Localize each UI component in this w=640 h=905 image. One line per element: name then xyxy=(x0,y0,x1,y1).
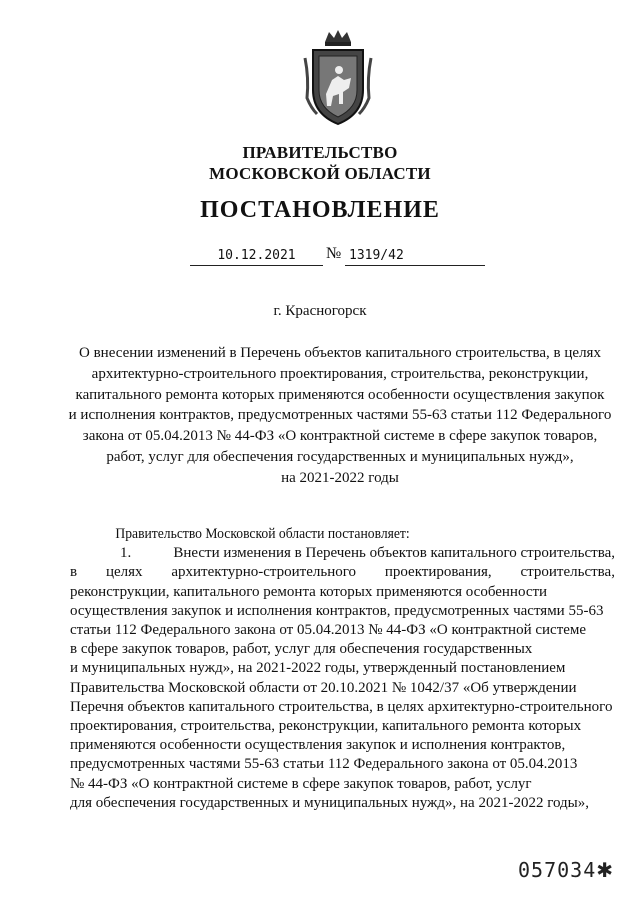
body-line: и муниципальных нужд», на 2021-2022 годы, утвержденный постановлением xyxy=(70,660,566,677)
title-line: капитального ремонта которых применяются особенности осуществления закупок xyxy=(75,386,605,403)
intro-paragraph: Правительство Московской области постановляет: xyxy=(115,526,410,542)
title-line: и исполнения контрактов, предусмотренных частями 55-63 статьи 112 Федерального xyxy=(68,407,612,424)
body-line xyxy=(70,563,615,582)
number-sign: № xyxy=(326,245,342,262)
document-meta-row xyxy=(190,247,490,269)
body-line: осуществления закупок и исполнения контрактов, предусмотренных частями 55-63 xyxy=(70,602,604,619)
serial-number xyxy=(518,858,614,882)
title-line: архитектурно-строительного проектирования, строительства, реконструкции, xyxy=(91,365,589,382)
asterisk-icon: ✱ xyxy=(596,858,615,882)
city-line: г. Красногорск xyxy=(273,303,367,319)
word: целях xyxy=(105,564,143,581)
item-number: 1. xyxy=(120,545,132,562)
title-line: закона от 05.04.2013 № 44-ФЗ «О контрактной системе в сфере закупок товаров, xyxy=(82,428,598,445)
item-1-text: Внести изменения в Перечень объектов капитального строительства, xyxy=(173,545,615,562)
document-number: 1319/42 xyxy=(345,247,485,266)
body-line: реконструкции, капитального ремонта которых применяются особенности xyxy=(70,583,548,600)
word: архитектурно-строительного xyxy=(171,564,356,581)
title-line: на 2021-2022 годы xyxy=(281,469,399,486)
word: строительства, xyxy=(520,564,615,581)
body-line: для обеспечения государственных и муниципальных нужд», на 2021-2022 годы», xyxy=(70,794,590,811)
serial-digits: 057034 xyxy=(518,858,597,882)
word: в xyxy=(70,564,78,581)
title-line: работ, услуг для обеспечения государственных и муниципальных нужд», xyxy=(106,448,574,465)
coat-of-arms-icon xyxy=(299,28,377,128)
body-line: в сфере закупок товаров, работ, услуг для обеспечения государственных xyxy=(70,641,533,658)
document-title xyxy=(60,343,620,489)
title-line: О внесении изменений в Перечень объектов капитального строительства, в целях xyxy=(79,345,601,361)
body-line: проектирования, строительства, реконструкции, капитального ремонта которых xyxy=(70,718,582,735)
body-line: статьи 112 Федерального закона от 05.04.2013 № 44-ФЗ «О контрактной системе xyxy=(70,622,587,639)
word: проектирования, xyxy=(384,564,492,581)
body-line: № 44-ФЗ «О контрактной системе в сфере закупок товаров, работ, услуг xyxy=(70,775,532,792)
document-date: 10.12.2021 xyxy=(190,247,323,266)
item-1-first-line xyxy=(70,544,615,563)
body-line: предусмотренных частями 55-63 статьи 112 Федерального закона от 05.04.2013 xyxy=(70,756,578,773)
body-line: Перечня объектов капитального строительства, в целях архитектурно-строительного xyxy=(70,698,613,715)
government-name-line2: МОСКОВСКОЙ ОБЛАСТИ xyxy=(209,164,431,183)
document-type-heading: ПОСТАНОВЛЕНИЕ xyxy=(200,197,440,223)
document-body xyxy=(70,525,615,813)
body-line: Правительства Московской области от 20.10.2021 № 1042/37 «Об утверждении xyxy=(70,679,577,696)
body-line: применяются особенности осуществления закупок и исполнения контрактов, xyxy=(70,737,566,754)
government-name-line1: ПРАВИТЕЛЬСТВО xyxy=(242,143,398,162)
